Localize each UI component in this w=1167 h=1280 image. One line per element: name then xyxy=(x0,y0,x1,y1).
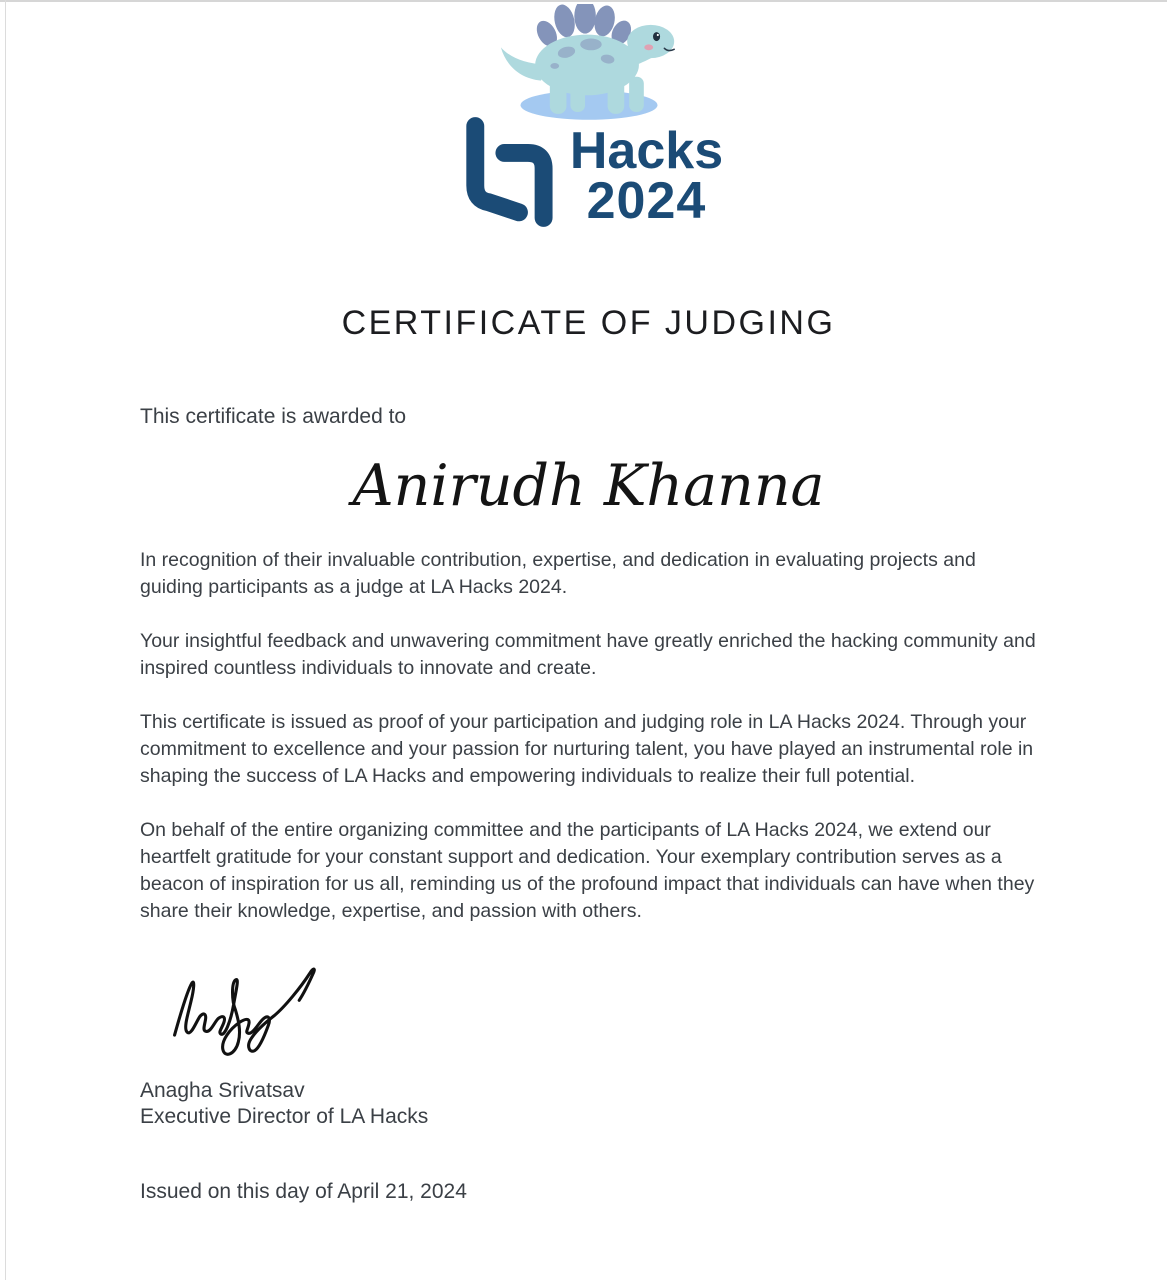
signer-name: Anagha Srivatsav xyxy=(140,1079,305,1102)
body-paragraph-2: Your insightful feedback and unwavering commitment have greatly enriched the hacking community and inspired countless individuals to innovate and create. xyxy=(140,630,1036,679)
page-left-edge xyxy=(5,0,6,1280)
signer-info xyxy=(140,1078,1037,1130)
signer-title: Executive Director of LA Hacks xyxy=(140,1105,429,1128)
issued-date-line: Issued on this day of April 21, 2024 xyxy=(140,1180,467,1203)
body-paragraph-4: On behalf of the entire organizing committee and the participants of LA Hacks 2024, we extend our heartfelt gratitude for your constant support and dedication. Your exemplary contribution serves as a beacon of inspiration for us all, reminding us of the profound impact that individuals can have when they share their knowledge, expertise, and passion with others. xyxy=(140,819,1035,922)
handwritten-signature xyxy=(148,952,348,1066)
recipient-name: Anirudh Khanna xyxy=(352,453,825,519)
signature-block xyxy=(140,952,1037,1130)
body-paragraph-1: In recognition of their invaluable contribution, expertise, and dedication in evaluating projects and guiding participants as a judge at LA Hacks 2024. xyxy=(140,549,976,598)
la-hacks-logo xyxy=(140,4,1037,230)
certificate-body xyxy=(140,547,1037,925)
certificate-title: CERTIFICATE OF JUDGING xyxy=(341,304,836,342)
body-paragraph-3: This certificate is issued as proof of your participation and judging role in LA Hacks 2024. Through your commitment to excellence and your passion for nurturing talent, you have played an instrumental role in shaping the success of LA Hacks and empowering individuals to realize their full potential. xyxy=(140,711,1034,787)
awarded-to-line: This certificate is awarded to xyxy=(140,405,407,428)
wordmark xyxy=(569,114,724,230)
page-top-edge xyxy=(0,0,1167,2)
wordmark-year: 2024 xyxy=(586,172,707,230)
la-hacks-wordmark-row xyxy=(454,114,723,230)
wordmark-hacks: Hacks xyxy=(569,122,724,180)
la-monogram-icon xyxy=(454,114,566,230)
stegosaurus-mascot-icon xyxy=(496,4,682,122)
